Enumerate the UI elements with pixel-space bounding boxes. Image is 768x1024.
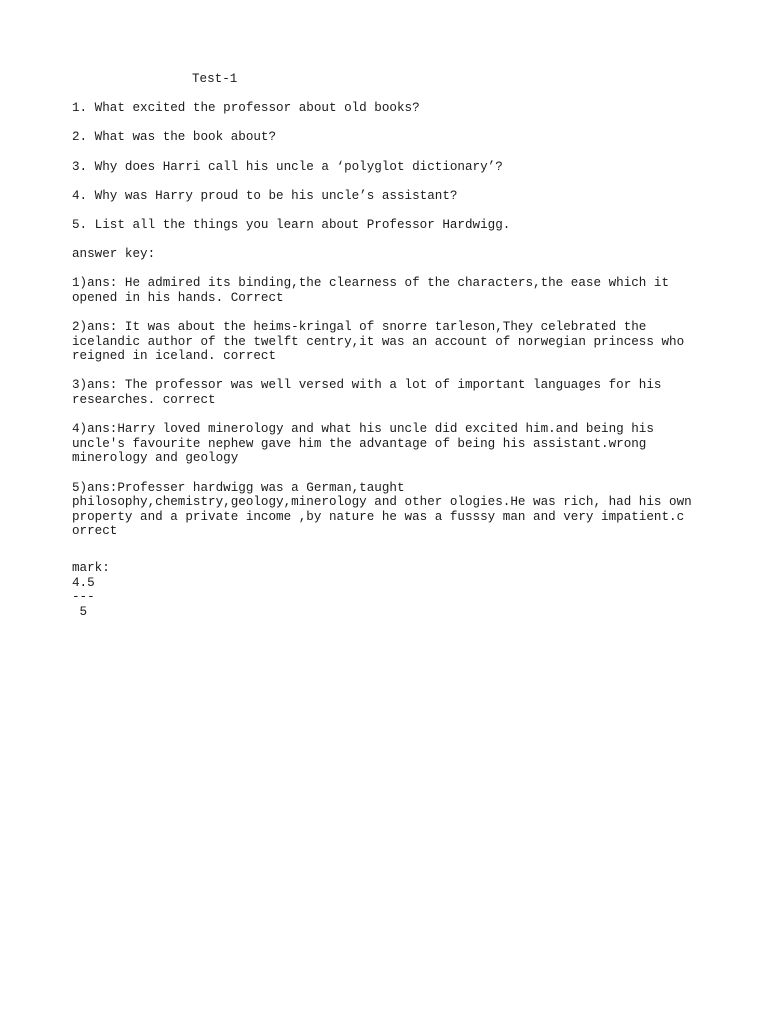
answer-3-line-2: researches. correct [72, 393, 216, 408]
answer-3-line-1: 3)ans: The professor was well versed with a lot of important languages for his [72, 378, 662, 393]
answer-5-line-2: philosophy,chemistry,geology,minerology and other ologies.He was rich, had his own [72, 495, 692, 510]
test-title: Test-1 [192, 72, 238, 86]
answer-2-line-2: icelandic author of the twelft centry,it was an account of norwegian princess who [72, 334, 685, 349]
answer-4-line-3: minerology and geology [72, 451, 239, 466]
answer-2 [72, 320, 702, 364]
mark-total: 5 [72, 604, 88, 619]
answer-1 [72, 276, 702, 305]
mark-block [72, 561, 702, 619]
answer-4-line-1: 4)ans:Harry loved minerology and what his uncle did excited him.and being his [72, 422, 654, 437]
answer-3 [72, 378, 702, 407]
answer-list [72, 276, 702, 539]
answer-1-line-1: 1)ans: He admired its binding,the clearness of the characters,the ease which it [72, 276, 670, 291]
mark-label: mark: [72, 561, 110, 575]
answer-5-line-3: property and a private income ,by nature he was a fusssy man and very impatient.c [72, 509, 685, 524]
question-1: 1. What excited the professor about old books? [72, 101, 420, 116]
document-page [72, 72, 702, 619]
answer-4-line-2: uncle's favourite nephew gave him the advantage of being his assistant.wrong [72, 436, 647, 451]
answer-5-line-1: 5)ans:Professer hardwigg was a German,taught [72, 480, 405, 495]
mark-score: 4.5 [72, 575, 95, 590]
answer-1-line-2: opened in his hands. Correct [72, 290, 284, 305]
question-2: 2. What was the book about? [72, 130, 277, 145]
question-list [72, 101, 702, 232]
answer-5-line-4: orrect [72, 524, 118, 539]
answer-key-label: answer key: [72, 247, 156, 262]
answer-5 [72, 481, 702, 539]
answer-2-line-3: reigned in iceland. correct [72, 349, 277, 364]
question-5: 5. List all the things you learn about Professor Hardwigg. [72, 217, 511, 232]
question-4: 4. Why was Harry proud to be his uncle’s assistant? [72, 188, 458, 203]
answer-2-line-1: 2)ans: It was about the heims-kringal of snorre tarleson,They celebrated the [72, 320, 647, 335]
answer-4 [72, 422, 702, 466]
mark-divider: --- [72, 590, 95, 605]
question-3: 3. Why does Harri call his uncle a ‘polyglot dictionary’? [72, 159, 503, 174]
